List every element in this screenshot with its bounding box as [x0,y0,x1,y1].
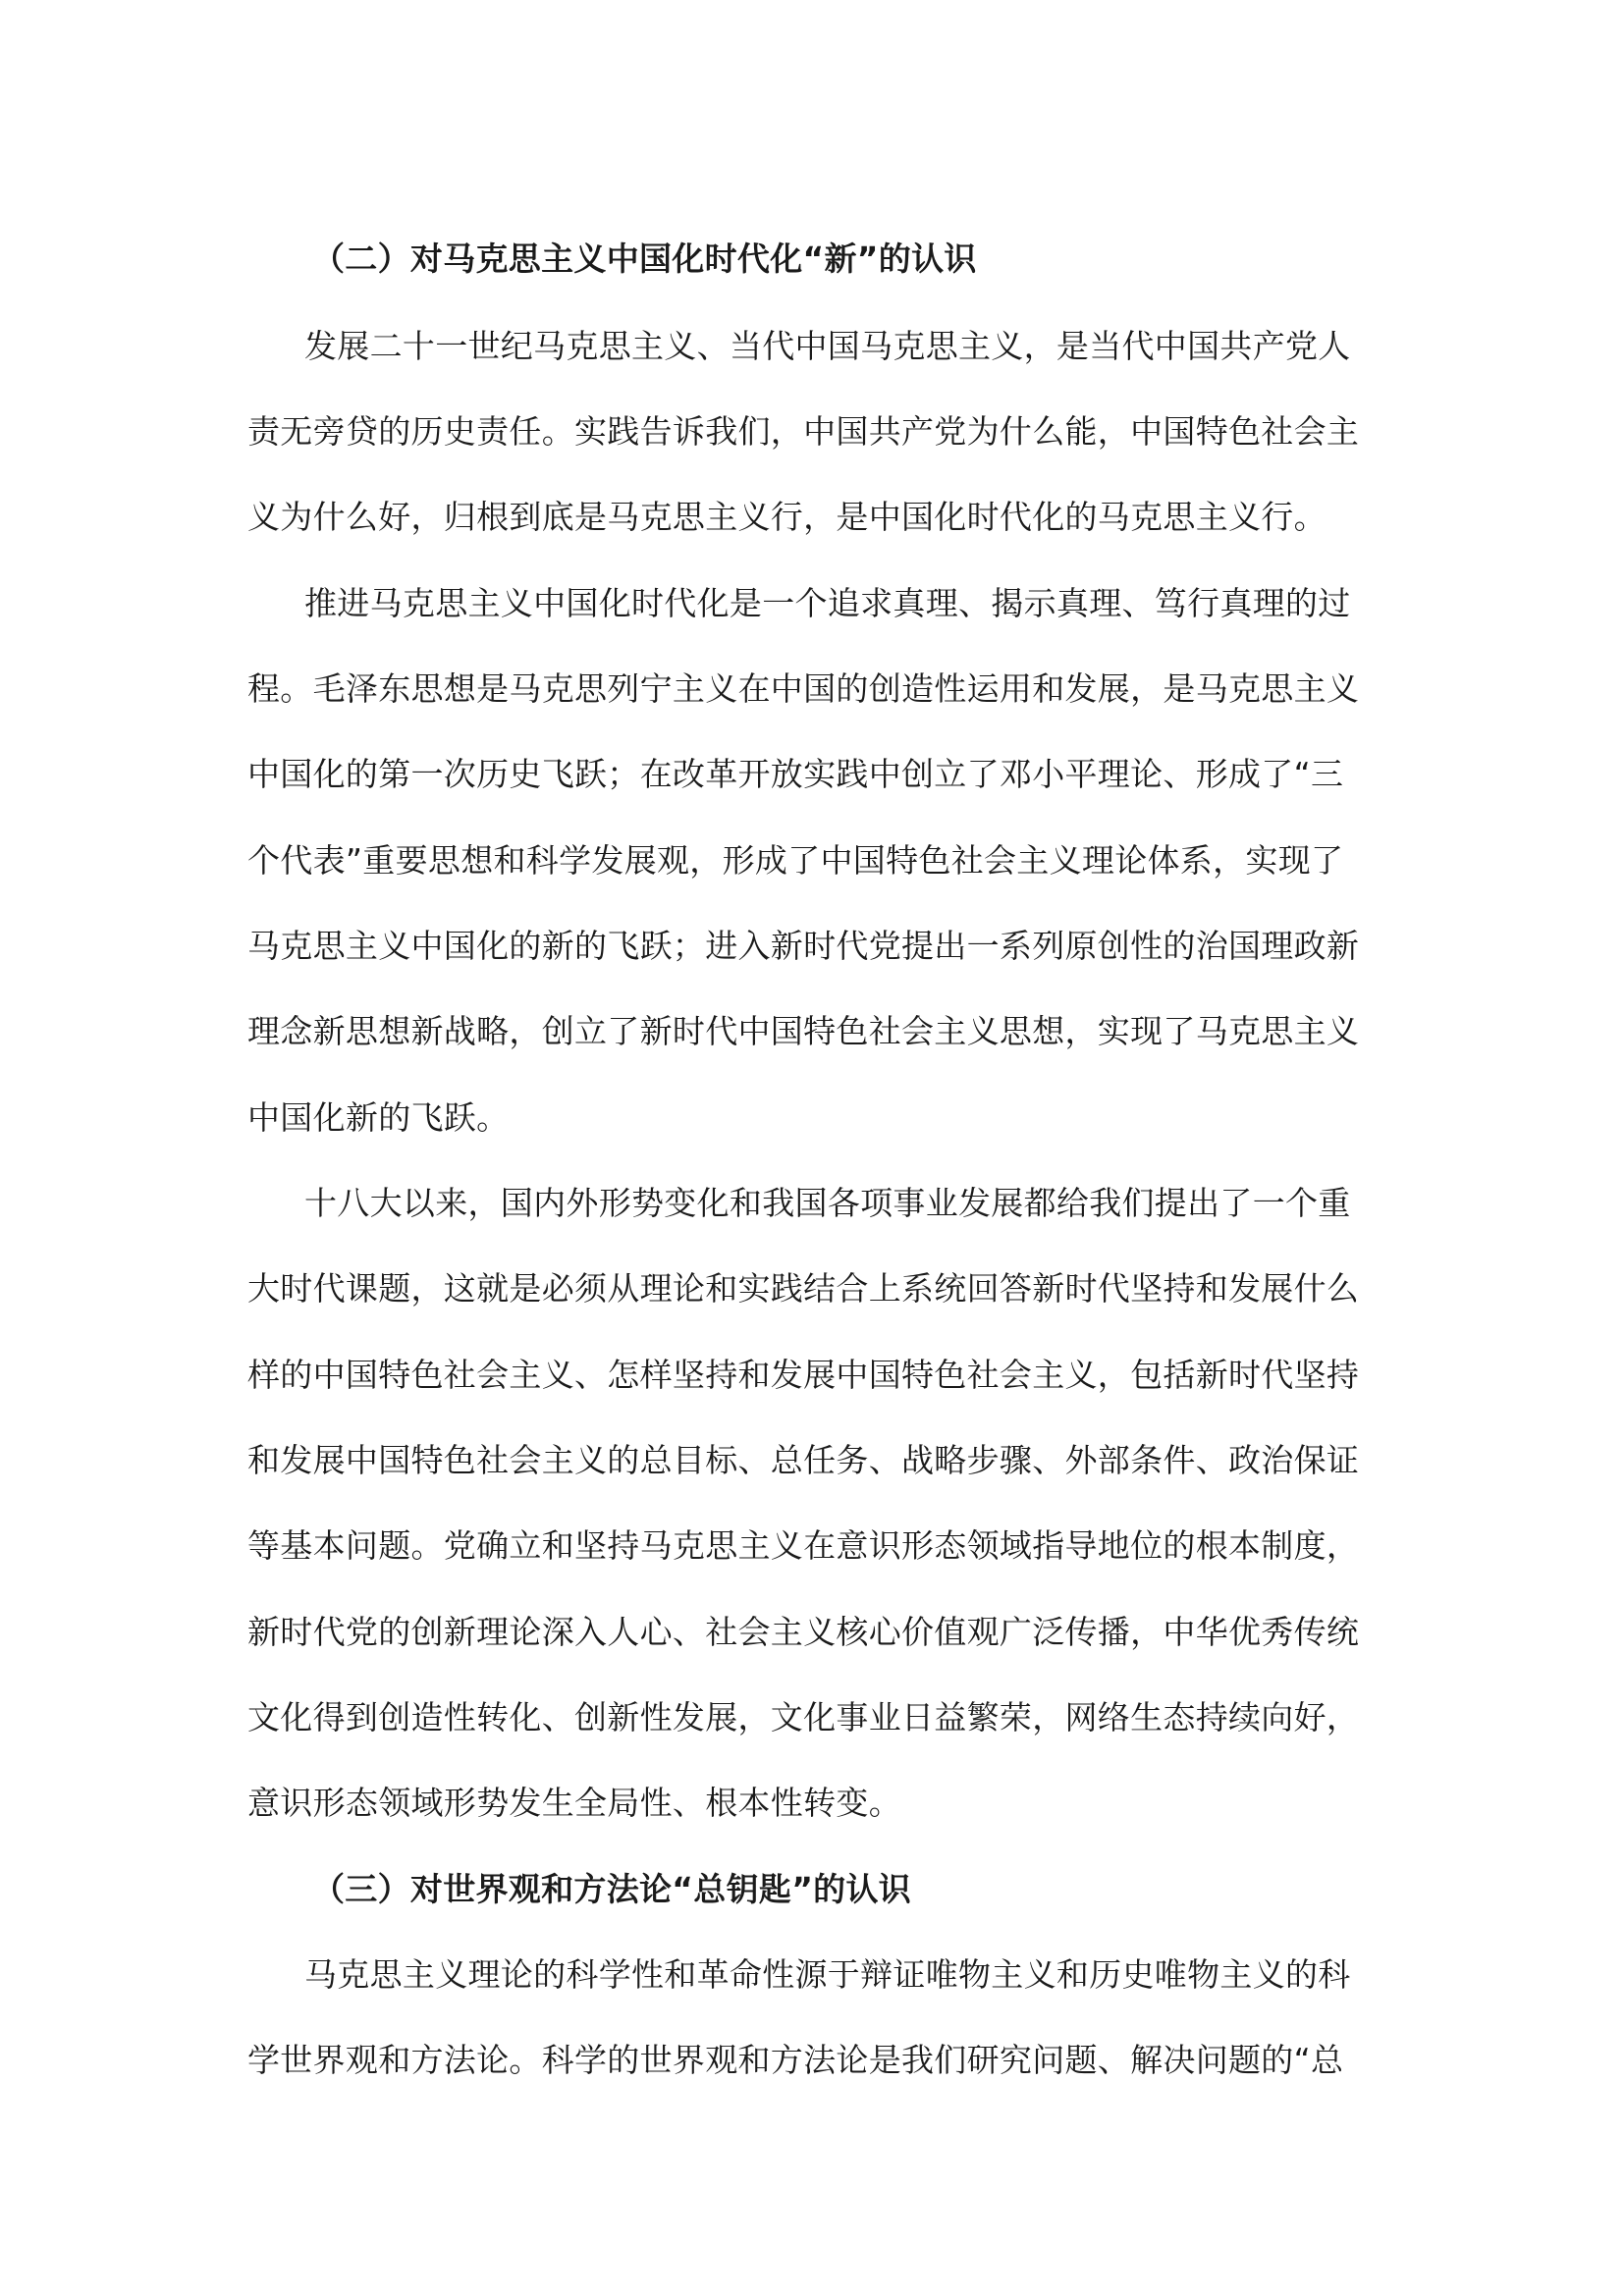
paragraph-3-line-4: 和发展中国特色社会主义的总目标、总任务、战略步骤、外部条件、政治保证 [247,1441,1360,1479]
paragraph-1-line-3: 义为什么好，归根到底是马克思主义行，是中国化时代化的马克思主义行。 [247,498,1326,536]
paragraph-3-line-2: 大时代课题，这就是必须从理论和实践结合上系统回答新时代坚持和发展什么 [247,1269,1360,1308]
heading-section-3: （三）对世界观和方法论“总钥匙”的认识 [312,1870,912,1908]
paragraph-3-line-6: 新时代党的创新理论深入人心、社会主义核心价值观广泛传播，中华优秀传统 [247,1613,1360,1651]
paragraph-2-line-7: 中国化新的飞跃。 [247,1098,510,1137]
heading-section-2: （二）对马克思主义中国化时代化“新”的认识 [312,240,977,278]
paragraph-4-line-1: 马克思主义理论的科学性和革命性源于辩证唯物主义和历史唯物主义的科 [304,1955,1351,1994]
paragraph-1-line-2: 责无旁贷的历史责任。实践告诉我们，中国共产党为什么能，中国特色社会主 [247,412,1360,451]
paragraph-2-line-5: 马克思主义中国化的新的飞跃；进入新时代党提出一系列原创性的治国理政新 [247,927,1360,965]
paragraph-3-line-5: 等基本问题。党确立和坚持马克思主义在意识形态领域指导地位的根本制度， [247,1526,1360,1565]
paragraph-3-line-7: 文化得到创造性转化、创新性发展，文化事业日益繁荣，网络生态持续向好， [247,1698,1360,1736]
paragraph-2-line-3: 中国化的第一次历史飞跃；在改革开放实践中创立了邓小平理论、形成了“三 [247,755,1344,793]
paragraph-4-line-2: 学世界观和方法论。科学的世界观和方法论是我们研究问题、解决问题的“总 [247,2041,1344,2079]
paragraph-2-line-1: 推进马克思主义中国化时代化是一个追求真理、揭示真理、笃行真理的过 [304,584,1351,622]
paragraph-1-line-1: 发展二十一世纪马克思主义、当代中国马克思主义，是当代中国共产党人 [304,327,1351,365]
paragraph-2-line-4: 个代表”重要思想和科学发展观，形成了中国特色社会主义理论体系，实现了 [247,841,1344,880]
paragraph-2-line-6: 理念新思想新战略，创立了新时代中国特色社会主义思想，实现了马克思主义 [247,1012,1360,1050]
paragraph-2-line-2: 程。毛泽东思想是马克思列宁主义在中国的创造性运用和发展，是马克思主义 [247,669,1360,708]
paragraph-3-line-1: 十八大以来，国内外形势变化和我国各项事业发展都给我们提出了一个重 [304,1184,1351,1222]
paragraph-3-line-3: 样的中国特色社会主义、怎样坚持和发展中国特色社会主义，包括新时代坚持 [247,1356,1360,1394]
paragraph-3-line-8: 意识形态领域形势发生全局性、根本性转变。 [247,1784,901,1822]
